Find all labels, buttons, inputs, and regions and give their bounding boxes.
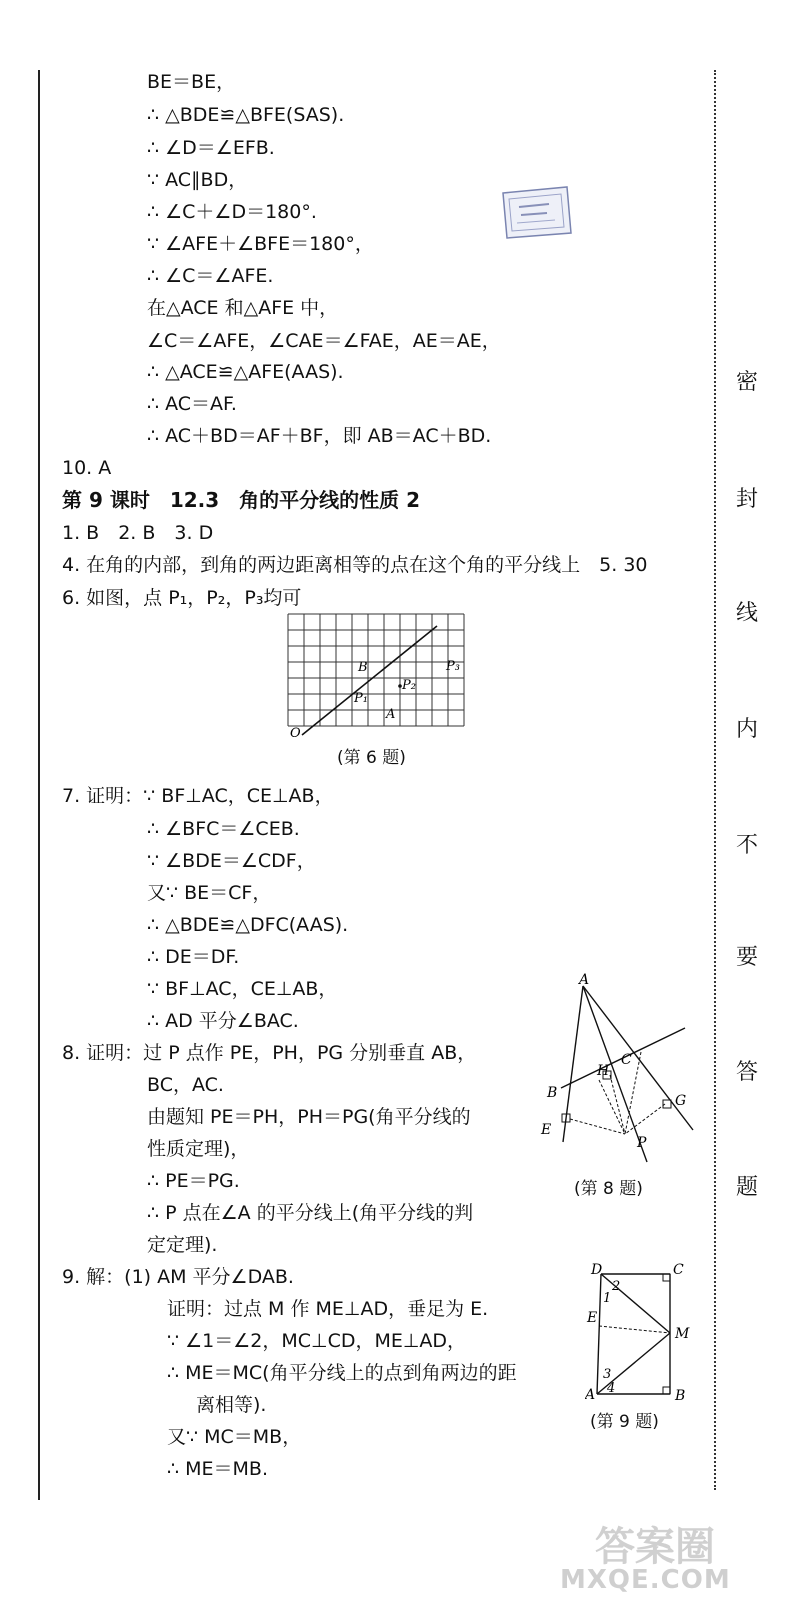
fig6-label: B xyxy=(358,660,368,675)
side-char: 内 xyxy=(735,717,758,742)
proof-line: ∴ △ACE≌△AFE(AAS). xyxy=(147,361,344,383)
fig8-label: G xyxy=(675,1093,687,1109)
fig8-label: C xyxy=(621,1052,632,1068)
answer-q6: 6. 如图，点 P₁，P₂，P₃均可 xyxy=(62,587,302,609)
proof-line: ∴ ∠BFC＝∠CEB. xyxy=(147,818,300,840)
proof-line: ∴ △BDE≌△DFC(AAS). xyxy=(147,914,349,936)
fig9-label: 4 xyxy=(607,1381,616,1396)
figure-9-diagram xyxy=(585,1260,697,1410)
proof-line: ∠C＝∠AFE，∠CAE＝∠FAE，AE＝AE， xyxy=(147,330,501,352)
answer-q10: 10. A xyxy=(62,457,112,479)
fig6-label: P₁ xyxy=(354,691,368,706)
watermark-logo: 答案圈 xyxy=(595,1524,715,1570)
fig9-label: E xyxy=(587,1310,598,1326)
answer-q4-5: 4. 在角的内部，到角的两边距离相等的点在这个角的平分线上 5. 30 xyxy=(62,554,648,576)
side-char: 题 xyxy=(735,1175,758,1200)
proof-line: BC，AC. xyxy=(147,1074,224,1096)
proof-line: 离相等). xyxy=(196,1394,267,1416)
fig6-label: A xyxy=(386,707,396,722)
fig9-label: A xyxy=(585,1387,596,1403)
stamp-image xyxy=(497,185,575,240)
fig8-label: P xyxy=(637,1135,647,1151)
proof-line: 性质定理)， xyxy=(147,1138,250,1160)
proof-line: 9. 解：(1) AM 平分∠DAB. xyxy=(62,1266,294,1288)
figure-6-caption: (第 6 题) xyxy=(337,748,406,768)
proof-line: 7. 证明：∵ BF⊥AC，CE⊥AB， xyxy=(62,785,334,807)
side-char: 不 xyxy=(735,833,758,858)
proof-line: ∴ ∠C＋∠D＝180°. xyxy=(147,201,317,223)
fig8-label: H xyxy=(597,1063,610,1079)
proof-line: ∴ AC＋BD＝AF＋BF，即 AB＝AC＋BD. xyxy=(147,425,492,447)
figure-6-grid xyxy=(282,610,472,742)
answer-q1-3: 1. B 2. B 3. D xyxy=(62,522,214,544)
proof-line: ∴ DE＝DF. xyxy=(147,946,240,968)
side-char: 封 xyxy=(735,487,758,512)
proof-line: 8. 证明：过 P 点作 PE，PH，PG 分别垂直 AB， xyxy=(62,1042,477,1064)
proof-line: ∴ △BDE≌△BFE(SAS). xyxy=(147,104,345,126)
proof-line: 又∵ MC＝MB， xyxy=(167,1426,302,1448)
fig6-label: P₃ xyxy=(446,659,460,674)
proof-line: ∵ ∠1＝∠2，MC⊥CD，ME⊥AD， xyxy=(167,1330,467,1352)
figure-9-caption: (第 9 题) xyxy=(590,1412,659,1432)
fig8-label: E xyxy=(541,1122,552,1138)
proof-line: ∴ ME＝MC(角平分线上的点到角两边的距 xyxy=(167,1362,517,1384)
proof-line: ∴ P 点在∠A 的平分线上(角平分线的判 xyxy=(147,1202,474,1224)
fig9-label: 2 xyxy=(612,1279,621,1294)
proof-line: ∵ ∠AFE＋∠BFE＝180°， xyxy=(147,233,374,255)
proof-line: ∵ BF⊥AC，CE⊥AB， xyxy=(147,978,338,1000)
lesson-heading: 第 9 课时 12.3 角的平分线的性质 2 xyxy=(62,488,421,512)
fig9-label: 3 xyxy=(603,1367,612,1382)
proof-line: ∵ ∠BDE＝∠CDF， xyxy=(147,850,316,872)
fig9-label: C xyxy=(673,1262,684,1278)
fig6-label: P₂ xyxy=(402,678,416,693)
fig9-label: D xyxy=(591,1262,603,1278)
fig9-label: B xyxy=(675,1388,686,1404)
proof-line: BE＝BE， xyxy=(147,71,236,93)
proof-line: ∵ AC∥BD， xyxy=(147,169,248,191)
fig9-label: 1 xyxy=(603,1291,612,1306)
fig9-label: M xyxy=(675,1326,690,1342)
side-char: 密 xyxy=(735,370,758,395)
left-margin-rule xyxy=(38,70,40,1500)
seal-dotted-line xyxy=(714,70,716,1490)
side-char: 答 xyxy=(735,1060,758,1085)
proof-line: ∴ AD 平分∠BAC. xyxy=(147,1010,299,1032)
side-char: 线 xyxy=(735,601,758,626)
proof-line: 证明：过点 M 作 ME⊥AD，垂足为 E. xyxy=(167,1298,489,1320)
proof-line: ∴ ∠C＝∠AFE. xyxy=(147,265,274,287)
proof-line: 又∵ BE＝CF， xyxy=(147,882,272,904)
proof-line: ∴ ∠D＝∠EFB. xyxy=(147,137,275,159)
proof-line: 在△ACE 和△AFE 中， xyxy=(147,297,339,319)
proof-line: ∴ AC＝AF. xyxy=(147,393,237,415)
proof-line: ∴ ME＝MB. xyxy=(167,1458,268,1480)
figure-8-diagram xyxy=(535,972,703,1172)
side-char: 要 xyxy=(735,945,758,970)
proof-line: 由题知 PE＝PH，PH＝PG(角平分线的 xyxy=(147,1106,471,1128)
proof-line: ∴ PE＝PG. xyxy=(147,1170,240,1192)
proof-line: 定定理). xyxy=(147,1234,218,1256)
figure-8-caption: (第 8 题) xyxy=(574,1179,643,1199)
fig8-label: B xyxy=(547,1085,558,1101)
watermark-url: MXQE.COM xyxy=(560,1565,731,1595)
fig8-label: A xyxy=(579,972,590,988)
fig6-label: O xyxy=(290,726,301,741)
